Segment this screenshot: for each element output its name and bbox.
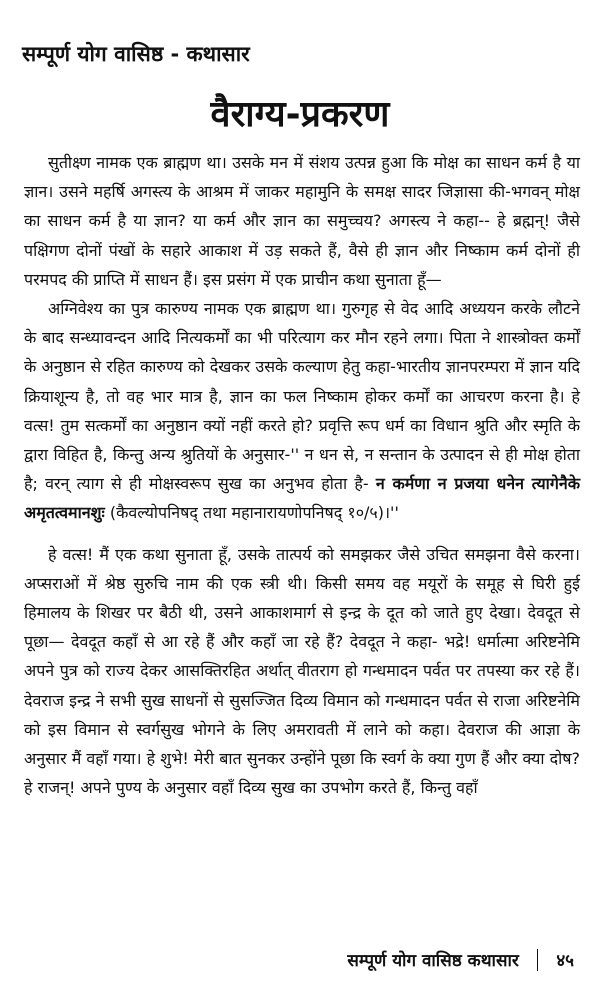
paragraph-1: सुतीक्ष्ण नामक एक ब्राह्मण था। उसके मन में संशय उत्पन्न हुआ कि मोक्ष का साधन कर्म है या ज्ञान। उसने महर्षि अगस्त्य के आश्रम में जाकर महामुनि के समक्ष सादर जिज्ञासा की-भगवन् मोक्ष का साधन कर्म है या ज्ञान? या कर्म और ज्ञान का समुच्चय? अगस्त्य ने कहा-- हे ब्रह्मन्! जैसे पक्षिगण दोनों पंखों के सहारे आकाश में उड़ सकते हैं, वैसे ही ज्ञान और निष्काम कर्म दोनों ही परमपद की प्राप्ति में साधन हैं। इस प्रसंग में एक प्राचीन कथा सुनाता हूँ— xyxy=(24,153,580,289)
chapter-title: वैराग्य-प्रकरण xyxy=(210,94,390,135)
sanskrit-quote: न कर्मणा न प्रजया धनेन त्यागेनैके अमृतत्वमानशुः xyxy=(24,474,580,523)
running-head: सम्पूर्ण योग वासिष्ठ - कथासार xyxy=(22,42,250,66)
body-text xyxy=(24,148,580,802)
paragraph-3: हे वत्स! मैं एक कथा सुनाता हूँ, उसके तात्पर्य को समझकर जैसे उचित समझना वैसे करना। अप्सराओं में श्रेष्ठ सुरुचि नाम की एक स्त्री थी। किसी समय वह मयूरों के समूह से घिरी हुई हिमालय के शिखर पर बैठी थी, उसने आकाशमार्ग से इन्द्र के दूत को जाते हुए देखा। देवदूत से पूछा— देवदूत कहाँ से आ रहे हैं और कहाँ जा रहे हैं? देवदूत ने कहा- भद्रे! धर्मात्मा अरिष्टनेमि अपने पुत्र को राज्य देकर आसक्तिरहित अर्थात् वीतराग हो गन्धमादन पर्वत पर तपस्या कर रहे हैं। देवराज इन्द्र ने सभी सुख साधनों से सुसज्जित दिव्य विमान को गन्धमादन पर्वत से राजा अरिष्टनेमि को इस विमान से स्वर्गसुख भोगने के लिए अमरावती में लाने को कहा। देवराज की आज्ञा के अनुसार मैं वहाँ गया। हे शुभे! मेरी बात सुनकर उन्होंने पूछा कि स्वर्ग के क्या गुण हैं और क्या दोष? हे राजन्! अपने पुण्य के अनुसार वहाँ दिव्य सुख का उपभोग करते हैं, किन्तु वहाँ xyxy=(24,544,580,798)
footer-book-title: सम्पूर्ण योग वासिष्ठ कथासार xyxy=(347,951,519,971)
paragraph-2-citation: (कैवल्योपनिषद् तथा महानारायणोपनिषद् १०/५)।'' xyxy=(104,503,399,523)
paragraph-2-start: अग्निवेश्य का पुत्र कारुण्य नामक एक ब्राह्मण था। गुरुगृह से वेद आदि अध्ययन करके लौटने के बाद सन्ध्यावन्दन आदि नित्यकर्मों का भी परित्याग कर मौन रहने लगा। पिता ने शास्त्रोक्त कर्मों के अनुष्ठान से रहित कारुण्य को देखकर उसके कल्याण हेतु कहा-भारतीय ज्ञानपरम्परा में ज्ञान यदि क्रियाशून्य है, तो वह भार मात्र है, ज्ञान का फल निष्काम होकर कर्मों का आचरण करना है। हे वत्स! तुम सत्कर्मों का अनुष्ठान क्यों नहीं करते हो? प्रवृत्ति रूप धर्म का विधान श्रुति और स्मृति के द्वारा विहित है, किन्तु अन्य श्रुतियों के अनुसार-'' न धन से, न सन्तान के उत्पादन से ही मोक्ष होता है; वरन् त्याग से ही मोक्षस्वरूप सुख का अनुभव होता है- xyxy=(24,299,580,494)
page-number: ४५ xyxy=(556,951,574,971)
page-footer xyxy=(347,948,574,971)
paragraph-2 xyxy=(24,294,580,528)
footer-divider xyxy=(537,949,539,971)
